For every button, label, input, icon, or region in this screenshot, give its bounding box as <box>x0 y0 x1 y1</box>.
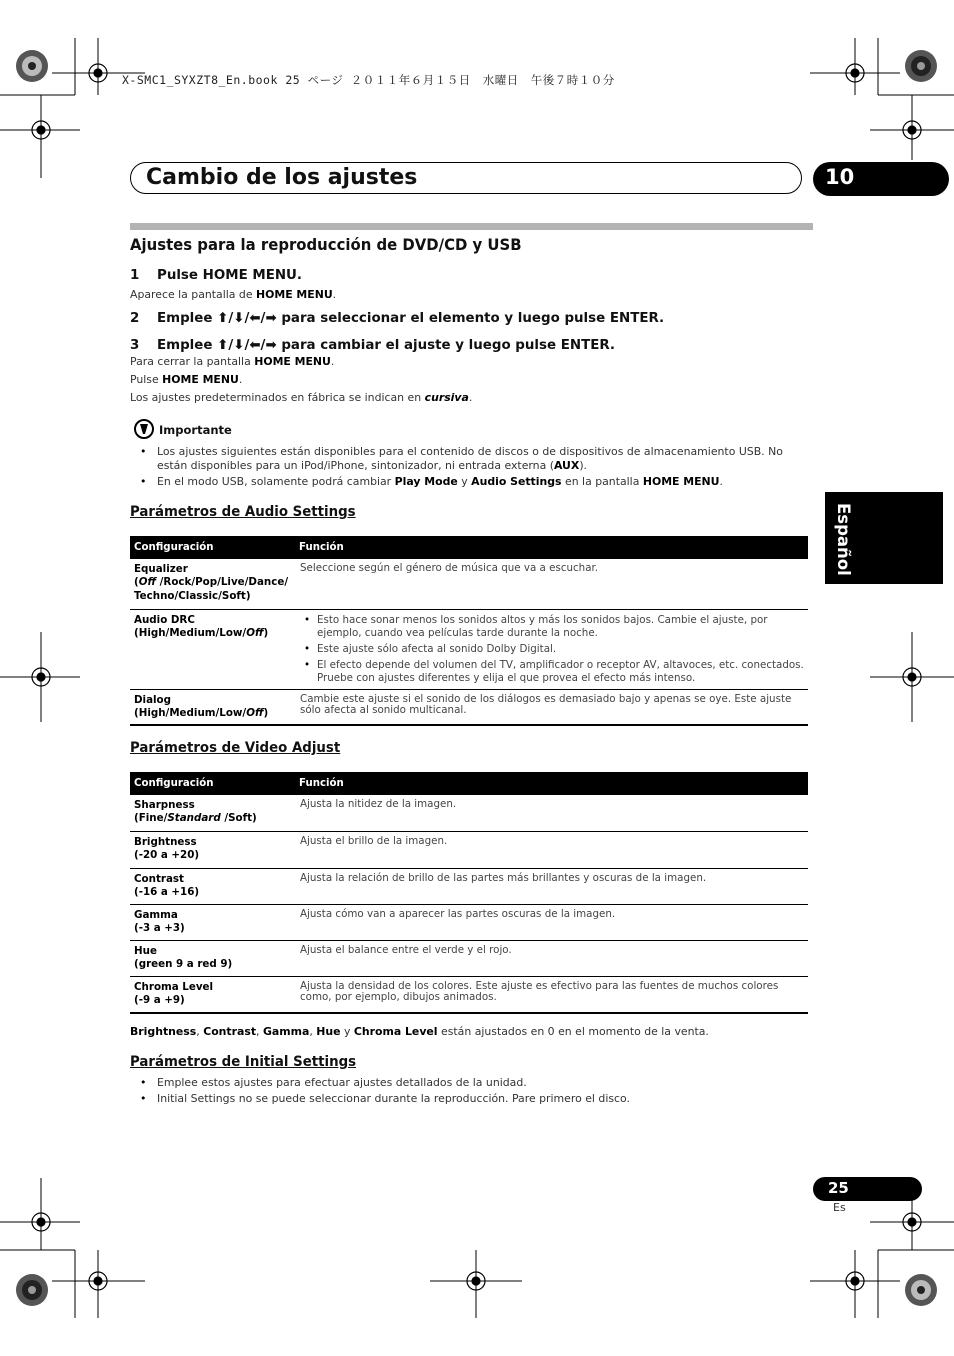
step-number: 2 <box>130 311 140 326</box>
function-cell: Ajusta cómo van a aparecer las partes oscuras de la imagen. <box>293 904 808 940</box>
note-bold: Hue <box>316 1025 341 1038</box>
column-header-function: Función <box>293 536 808 559</box>
setting-options: Techno/Classic/Soft) <box>134 589 251 602</box>
note-bold: Contrast <box>203 1025 257 1038</box>
list-item: • Esto hace sonar menos los sonidos altos y más los sonidos bajos. Cambie el ajuste, por ejemplo, cuando vea películas tarde durante la noche. <box>310 614 808 640</box>
setting-name: Audio DRC <box>134 613 195 626</box>
setting-name: Hue <box>134 944 157 957</box>
note-text: . <box>332 288 337 301</box>
language-tab-label: Español <box>834 502 853 576</box>
note-bold: HOME MENU <box>162 373 239 386</box>
section-title: Ajustes para la reproducción de DVD/CD y USB <box>130 235 522 254</box>
setting-options: /Soft) <box>220 812 257 825</box>
item-text: . <box>719 475 723 488</box>
setting-options: (green 9 a red 9) <box>134 957 233 970</box>
note-text: Los ajustes predeterminados en fábrica se indican en <box>130 391 425 404</box>
note-bold: Chroma Level <box>353 1025 438 1038</box>
audio-settings-title: Parámetros de Audio Settings <box>130 504 356 520</box>
step-text: para seleccionar el elemento y luego pulse ENTER. <box>276 311 665 326</box>
setting-name: Brightness <box>134 835 197 848</box>
step-text: Emplee <box>157 338 218 353</box>
step-text: Pulse HOME MENU. <box>157 268 303 283</box>
note-text: , <box>256 1025 263 1038</box>
setting-name: Sharpness <box>134 799 195 811</box>
setting-name: Chroma Level <box>134 980 214 993</box>
list-item <box>140 475 812 489</box>
column-header-config: Configuración <box>130 536 293 559</box>
arrow-keys-icon: ⬆/⬇/⬅/➡ <box>217 311 277 326</box>
note-text: están ajustados en 0 en el momento de la venta. <box>437 1025 709 1038</box>
initial-settings-list <box>140 1076 812 1108</box>
item-text: Los ajustes siguientes están disponibles para el contenido de discos o de dispositivos de almacenamiento USB. No están disponibles para un iPod/iPhone, sintonizador, ni entrada externa ( <box>157 445 783 472</box>
note-bold: Brightness <box>130 1025 197 1038</box>
item-text: ). <box>579 459 588 472</box>
setting-options: (High/Medium/Low/ <box>134 626 247 639</box>
setting-cell <box>130 559 293 609</box>
video-adjust-title: Parámetros de Video Adjust <box>130 740 341 756</box>
video-adjust-note <box>130 1025 709 1038</box>
item-bold: HOME MENU <box>642 475 720 488</box>
function-cell: Ajusta la densidad de los colores. Este ajuste es efectivo para las fuentes de muchos colores como, por ejemplo, dibujos animados. <box>293 976 808 1013</box>
table-row <box>130 689 808 725</box>
note-bold: HOME MENU <box>254 355 331 368</box>
audio-settings-table <box>130 536 808 726</box>
setting-options: ( <box>134 576 139 589</box>
function-cell: Ajusta el balance entre el verde y el rojo. <box>293 940 808 976</box>
setting-cell <box>130 904 293 940</box>
list-item: • Este ajuste sólo afecta al sonido Dolby Digital. <box>310 643 808 656</box>
table-row <box>130 868 808 904</box>
column-header-config: Configuración <box>130 772 293 795</box>
function-cell: Cambie este ajuste si el sonido de los diálogos es demasiado bajo y apenas se oye. Este ajuste sólo afecta al sonido multicanal. <box>293 689 808 725</box>
important-label: Importante <box>159 423 232 437</box>
page-language-code: Es <box>833 1201 846 1214</box>
video-adjust-table <box>130 772 808 1014</box>
table-row <box>130 559 808 609</box>
list-item: • Initial Settings no se puede seleccionar durante la reproducción. Pare primero el disco. <box>140 1092 812 1106</box>
setting-default: Off <box>246 626 264 639</box>
item-text: y <box>457 475 472 488</box>
setting-cell <box>130 689 293 725</box>
step-2 <box>130 311 664 326</box>
setting-name: Gamma <box>134 908 178 921</box>
note-text: y <box>340 1025 354 1038</box>
note-text: , <box>309 1025 317 1038</box>
function-cell: Ajusta la nitidez de la imagen. <box>293 795 808 831</box>
list-item: • El efecto depende del volumen del TV, amplificador o receptor AV, altavoces, etc. conectados. Pruebe con ajustes diferentes y elija el que provea el efecto más intenso. <box>310 659 808 685</box>
setting-default: Off <box>138 576 157 589</box>
function-cell: Ajusta la relación de brillo de las partes más brillantes y oscuras de la imagen. <box>293 868 808 904</box>
setting-options: ) <box>263 706 269 719</box>
table-header-row <box>130 772 808 795</box>
item-text: en la pantalla <box>561 475 643 488</box>
step-number: 1 <box>130 268 140 283</box>
table-row <box>130 795 808 831</box>
step-3-note-2 <box>130 373 242 386</box>
setting-cell <box>130 609 293 689</box>
note-text: . <box>238 373 243 386</box>
function-cell <box>293 609 808 689</box>
note-bold: Gamma <box>262 1025 310 1038</box>
setting-options: (High/Medium/Low/ <box>134 706 247 719</box>
function-cell: Seleccione según el género de música que va a escuchar. <box>293 559 808 609</box>
note-text: Pulse <box>130 373 163 386</box>
item-bold: Audio Settings <box>471 475 562 488</box>
step-3 <box>130 338 615 353</box>
setting-options: (Fine/ <box>134 812 168 825</box>
list-item <box>140 445 812 473</box>
chapter-number: 10 <box>813 162 949 196</box>
setting-options: (-3 a +3) <box>134 921 185 934</box>
table-row <box>130 904 808 940</box>
setting-options: (-16 a +16) <box>134 885 200 898</box>
setting-default: Off <box>246 706 264 719</box>
print-header: X-SMC1_SYXZT8_En.book 25 ページ ２０１１年６月１５日 水曜日 午後７時１０分 <box>122 73 615 87</box>
table-row <box>130 976 808 1013</box>
note-bold: HOME MENU <box>255 288 333 301</box>
chapter-title: Cambio de los ajustes <box>146 165 418 190</box>
table-row <box>130 831 808 868</box>
setting-name: Dialog <box>134 693 171 706</box>
step-3-note-3 <box>130 391 472 404</box>
item-text: En el modo USB, solamente podrá cambiar <box>157 475 395 488</box>
setting-cell <box>130 976 293 1013</box>
initial-settings-title: Parámetros de Initial Settings <box>130 1054 357 1070</box>
setting-cell <box>130 831 293 868</box>
item-bold: AUX <box>553 459 580 472</box>
note-text: . <box>468 391 473 404</box>
column-header-function: Función <box>293 772 808 795</box>
step-1 <box>130 268 302 283</box>
setting-options: (-9 a +9) <box>134 993 185 1006</box>
step-number: 3 <box>130 338 140 353</box>
setting-default: Standard <box>167 812 221 825</box>
step-text: para cambiar el ajuste y luego pulse ENTER. <box>276 338 616 353</box>
setting-name: Contrast <box>134 872 184 885</box>
step-text: Emplee <box>157 311 218 326</box>
item-bold: Play Mode <box>394 475 458 488</box>
setting-options: /Rock/Pop/Live/Dance/ <box>156 576 289 589</box>
setting-name: Equalizer <box>134 563 188 575</box>
important-list <box>140 445 812 491</box>
setting-options: ) <box>263 626 269 639</box>
important-icon <box>134 419 154 439</box>
table-row <box>130 940 808 976</box>
setting-cell <box>130 868 293 904</box>
setting-options: (-20 a +20) <box>134 848 200 861</box>
list-item: • Emplee estos ajustes para efectuar ajustes detallados de la unidad. <box>140 1076 812 1090</box>
note-text: . <box>330 355 335 368</box>
setting-cell <box>130 940 293 976</box>
note-text: , <box>196 1025 204 1038</box>
arrow-keys-icon: ⬆/⬇/⬅/➡ <box>217 338 277 353</box>
note-italic: cursiva <box>424 391 469 404</box>
step-1-note <box>130 288 336 301</box>
note-text: Aparece la pantalla de <box>130 288 256 301</box>
table-header-row <box>130 536 808 559</box>
step-3-note-1 <box>130 355 334 368</box>
table-row <box>130 609 808 689</box>
setting-cell <box>130 795 293 831</box>
page-number: 25 <box>813 1177 922 1201</box>
section-divider <box>130 223 813 230</box>
function-cell: Ajusta el brillo de la imagen. <box>293 831 808 868</box>
note-text: Para cerrar la pantalla <box>130 355 255 368</box>
